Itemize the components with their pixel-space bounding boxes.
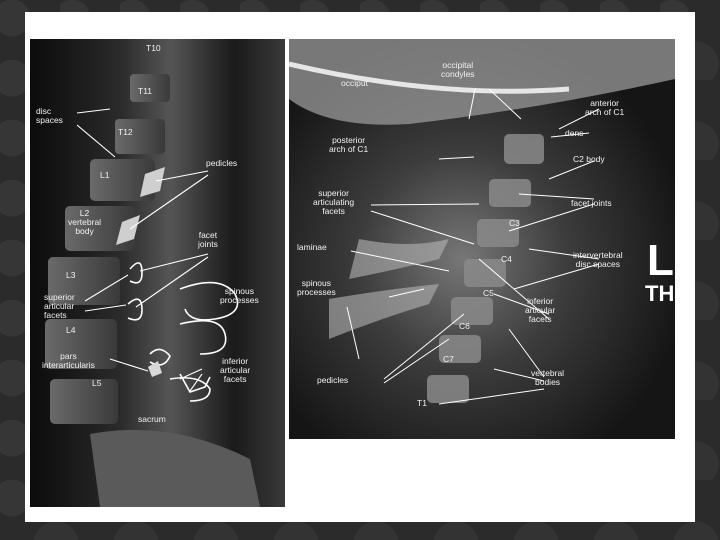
label-disc-spaces: disc spaces bbox=[36, 106, 63, 125]
label-c5: C5 bbox=[483, 288, 494, 298]
watermark-letter: L bbox=[647, 236, 674, 285]
sacrum-shape bbox=[90, 430, 260, 507]
facet-outline-1 bbox=[130, 263, 142, 283]
c5-shape bbox=[464, 259, 506, 287]
facet-outline-3 bbox=[150, 349, 170, 364]
label-spinous-processes: spinous processes bbox=[297, 278, 336, 297]
label-facet-joints: facet joints bbox=[571, 198, 612, 208]
label-t1: T1 bbox=[417, 398, 427, 408]
cervical-xray-image bbox=[289, 39, 675, 439]
slide bbox=[25, 12, 695, 522]
leader-facet-1 bbox=[140, 254, 208, 271]
label-pars-interarticularis: pars interarticularis bbox=[42, 351, 95, 370]
label-superior-articulating-facets: superior articulating facets bbox=[313, 188, 355, 216]
label-superior-articular-facets: superior articular facets bbox=[44, 292, 75, 320]
lumbar-xray-image bbox=[30, 39, 285, 507]
label-pedicles: pedicles bbox=[206, 158, 238, 168]
c6-shape bbox=[451, 297, 493, 325]
facet-outline-4 bbox=[170, 378, 210, 401]
spinous-outline-2 bbox=[180, 321, 226, 354]
label-l5: L5 bbox=[92, 378, 102, 388]
label-facet-joints: facet joints bbox=[198, 230, 218, 249]
label-spinous-processes: spinous processes bbox=[220, 286, 259, 305]
spinous-shape-2 bbox=[329, 284, 439, 339]
leader-disc-1 bbox=[77, 109, 110, 113]
label-l3: L3 bbox=[66, 270, 76, 280]
leader-sup-facet-2 bbox=[371, 211, 474, 244]
facet-outline-2 bbox=[128, 299, 142, 320]
label-t12: T12 bbox=[118, 127, 133, 137]
leader-post-arch bbox=[439, 157, 474, 159]
t1-shape bbox=[427, 375, 469, 403]
label-intervertebral-disc-spaces: intervertebral disc spaces bbox=[573, 250, 623, 269]
label-c6: C6 bbox=[459, 321, 470, 331]
c3-shape bbox=[489, 179, 531, 207]
label-pedicles: pedicles bbox=[317, 375, 349, 385]
leader-disc-2 bbox=[77, 125, 115, 157]
pars-marker bbox=[148, 361, 162, 377]
label-l2-vertebral-body: L2 vertebral body bbox=[68, 208, 102, 236]
label-vertebral-bodies: vertebral bodies bbox=[531, 368, 565, 387]
leader-sup-2 bbox=[85, 305, 126, 311]
l5-body bbox=[50, 379, 118, 424]
label-l1: L1 bbox=[100, 170, 110, 180]
label-laminae: laminae bbox=[297, 242, 327, 252]
leader-facet-2 bbox=[136, 257, 208, 307]
label-sacrum: sacrum bbox=[138, 414, 166, 424]
label-c4: C4 bbox=[501, 254, 512, 264]
watermark-text: TH bbox=[645, 281, 675, 306]
label-inferior-articular-facets: inferior articular facets bbox=[525, 296, 556, 324]
label-occipital-condyles: occipital condyles bbox=[441, 60, 475, 79]
label-l4: L4 bbox=[66, 325, 76, 335]
c2-shape bbox=[504, 134, 544, 164]
spinous-shape-1 bbox=[349, 239, 449, 279]
label-posterior-arch-c1: posterior arch of C1 bbox=[329, 135, 369, 154]
leader-facet-2 bbox=[509, 204, 594, 231]
label-c2-body: C2 body bbox=[573, 154, 605, 164]
label-occiput: occiput bbox=[341, 78, 368, 88]
label-t11: T11 bbox=[138, 86, 153, 96]
label-dens: dens bbox=[565, 128, 584, 138]
label-inferior-articular-facets: inferior articular facets bbox=[220, 356, 251, 384]
label-c7: C7 bbox=[443, 354, 454, 364]
label-anterior-arch-c1: anterior arch of C1 bbox=[585, 98, 625, 117]
label-t10: T10 bbox=[146, 43, 161, 53]
label-c3: C3 bbox=[509, 218, 520, 228]
leader-sup-facet-1 bbox=[371, 204, 479, 205]
